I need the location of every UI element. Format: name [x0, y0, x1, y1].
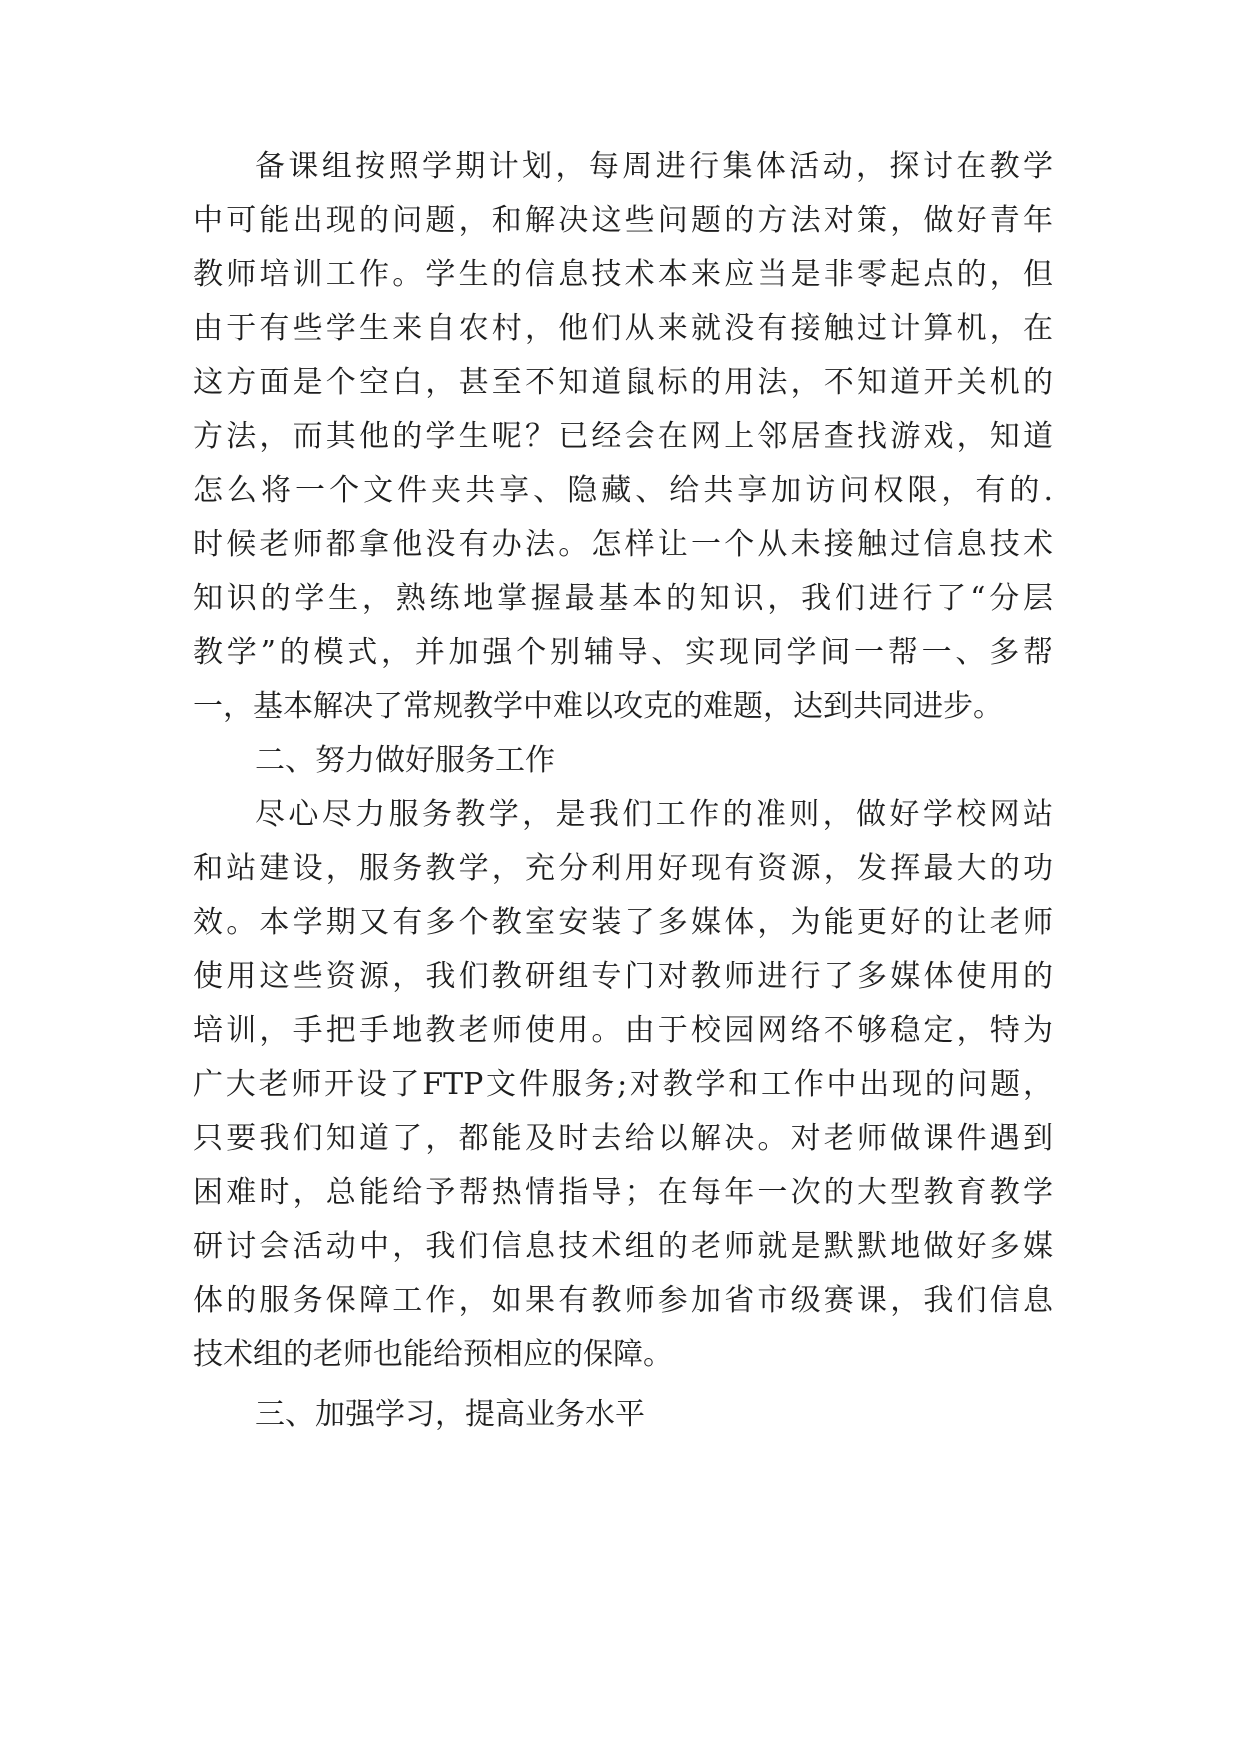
paragraph-1-line-8: 时候老师都拿他没有办法。怎样让一个从未接触过信息技术 [193, 527, 1053, 562]
paragraph-2-line-5: 培训，手把手地教老师使用。由于校园网络不够稳定，特为 [193, 1013, 1053, 1048]
paragraph-1-line-10: 教学”的模式，并加强个别辅导、实现同学间一帮一、多帮 [193, 635, 1053, 670]
paragraph-1-line-11: 一，基本解决了常规教学中难以攻克的难题，达到共同进步。 [193, 689, 1003, 724]
paragraph-1-line-2: 中可能出现的问题，和解决这些问题的方法对策，做好青年 [193, 203, 1053, 238]
paragraph-1-line-1: 备课组按照学期计划，每周进行集体活动，探讨在教学 [255, 149, 1053, 184]
paragraph-2-line-4: 使用这些资源，我们教研组专门对教师进行了多媒体使用的 [193, 959, 1053, 994]
paragraph-2-line-1: 尽心尽力服务教学，是我们工作的准则，做好学校网站 [255, 797, 1053, 832]
paragraph-2-line-6: 广大老师开设了FTP文件服务;对教学和工作中出现的问题， [193, 1067, 1053, 1102]
paragraph-2-line-10: 体的服务保障工作，如果有教师参加省市级赛课，我们信息 [193, 1283, 1053, 1318]
paragraph-1-line-6: 方法，而其他的学生呢？已经会在网上邻居查找游戏，知道 [193, 419, 1053, 454]
paragraph-2-line-2: 和站建设，服务教学，充分利用好现有资源，发挥最大的功 [193, 851, 1053, 886]
section-heading-3: 三、加强学习，提高业务水平 [255, 1397, 645, 1432]
paragraph-2-line-7: 只要我们知道了，都能及时去给以解决。对老师做课件遇到 [193, 1121, 1053, 1156]
paragraph-1-line-5: 这方面是个空白，甚至不知道鼠标的用法，不知道开关机的 [193, 365, 1053, 400]
section-heading-2: 二、努力做好服务工作 [255, 743, 555, 778]
paragraph-2-line-11: 技术组的老师也能给预相应的保障。 [193, 1337, 673, 1372]
paragraph-2-line-3: 效。本学期又有多个教室安装了多媒体，为能更好的让老师 [193, 905, 1053, 940]
paragraph-1-line-7: 怎么将一个文件夹共享、隐藏、给共享加访问权限，有的. [193, 473, 1053, 508]
paragraph-1-line-9: 知识的学生，熟练地掌握最基本的知识，我们进行了“分层 [193, 581, 1053, 616]
paragraph-1-line-3: 教师培训工作。学生的信息技术本来应当是非零起点的，但 [193, 257, 1053, 292]
paragraph-2-line-9: 研讨会活动中，我们信息技术组的老师就是默默地做好多媒 [193, 1229, 1053, 1264]
paragraph-2-line-8: 困难时，总能给予帮热情指导；在每年一次的大型教育教学 [193, 1175, 1053, 1210]
paragraph-1-line-4: 由于有些学生来自农村，他们从来就没有接触过计算机，在 [193, 311, 1053, 346]
